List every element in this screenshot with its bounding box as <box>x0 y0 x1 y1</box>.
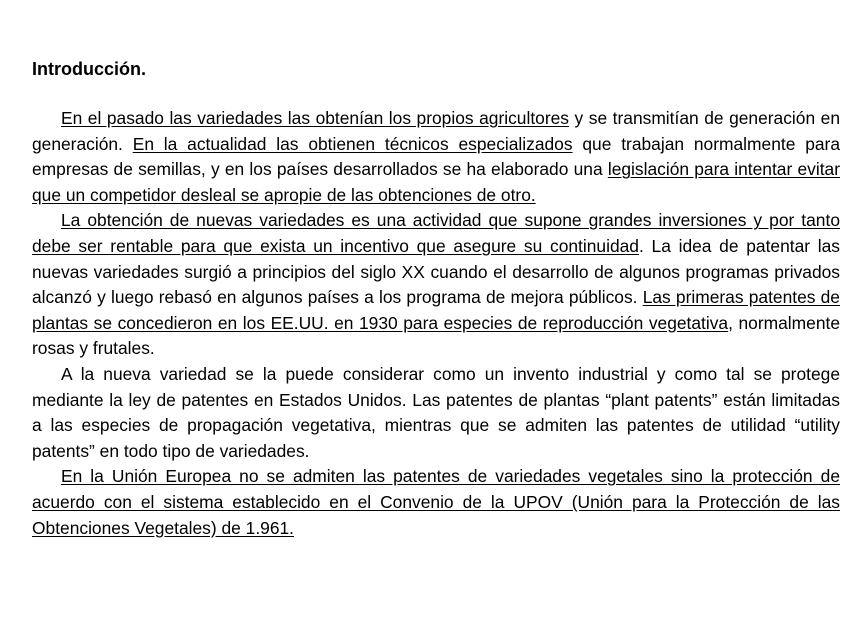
underlined-text: En la actualidad las obtienen técnicos especializados <box>132 133 573 154</box>
document-page <box>32 56 840 541</box>
underlined-text: En el pasado las variedades las obtenían los propios agricultores <box>61 108 570 128</box>
paragraph-3 <box>32 362 840 464</box>
underlined-text: La obtención de nuevas variedades es una actividad que supone grandes inversiones y por tanto debe ser rentable para que exista un incentivo que asegure su continuidad <box>32 210 840 256</box>
underlined-text: En la Unión Europea no se admiten las patentes de variedades vegetales sino la protección de acuerdo con el sistema establecido en el Convenio de la UPOV (Unión para la Protección de las Obtenciones Vegetales) de 1.961. <box>32 466 840 538</box>
body-text: que trabajan normalmente para empresas de semillas, y en los países desarrollados se ha elaborado una <box>32 133 840 180</box>
body-text: . La idea de patentar las nuevas variedades surgió a principios del siglo XX cuando el desarrollo de algunos programas privados alcanzó y luego rebasó en algunos países a los programa de mejora públicos. <box>32 235 840 308</box>
body-text: A la nueva variedad se la puede considerar como un invento industrial y como tal se protege mediante la ley de patentes en Estados Unidos. Las patentes de plantas “plant patents” están limitadas a las especies de propagación vegetativa, mientras que se admiten las patentes de utilidad “utility patents” en todo tipo de variedades. <box>32 363 840 461</box>
body-text: , normalmente rosas y frutales. <box>32 312 840 359</box>
paragraph-1 <box>32 106 840 208</box>
paragraph-4 <box>32 464 840 541</box>
document-heading: Introducción. <box>32 59 146 79</box>
paragraph-2 <box>32 208 840 362</box>
underlined-text: Las primeras patentes de plantas se concedieron en los EE.UU. en 1930 para especies de reproducción vegetativa <box>32 287 840 333</box>
underlined-text: legislación para intentar evitar que un competidor desleal se apropie de las obtenciones de otro. <box>32 159 840 205</box>
body-text: y se transmitían de generación en generación. <box>32 108 841 154</box>
